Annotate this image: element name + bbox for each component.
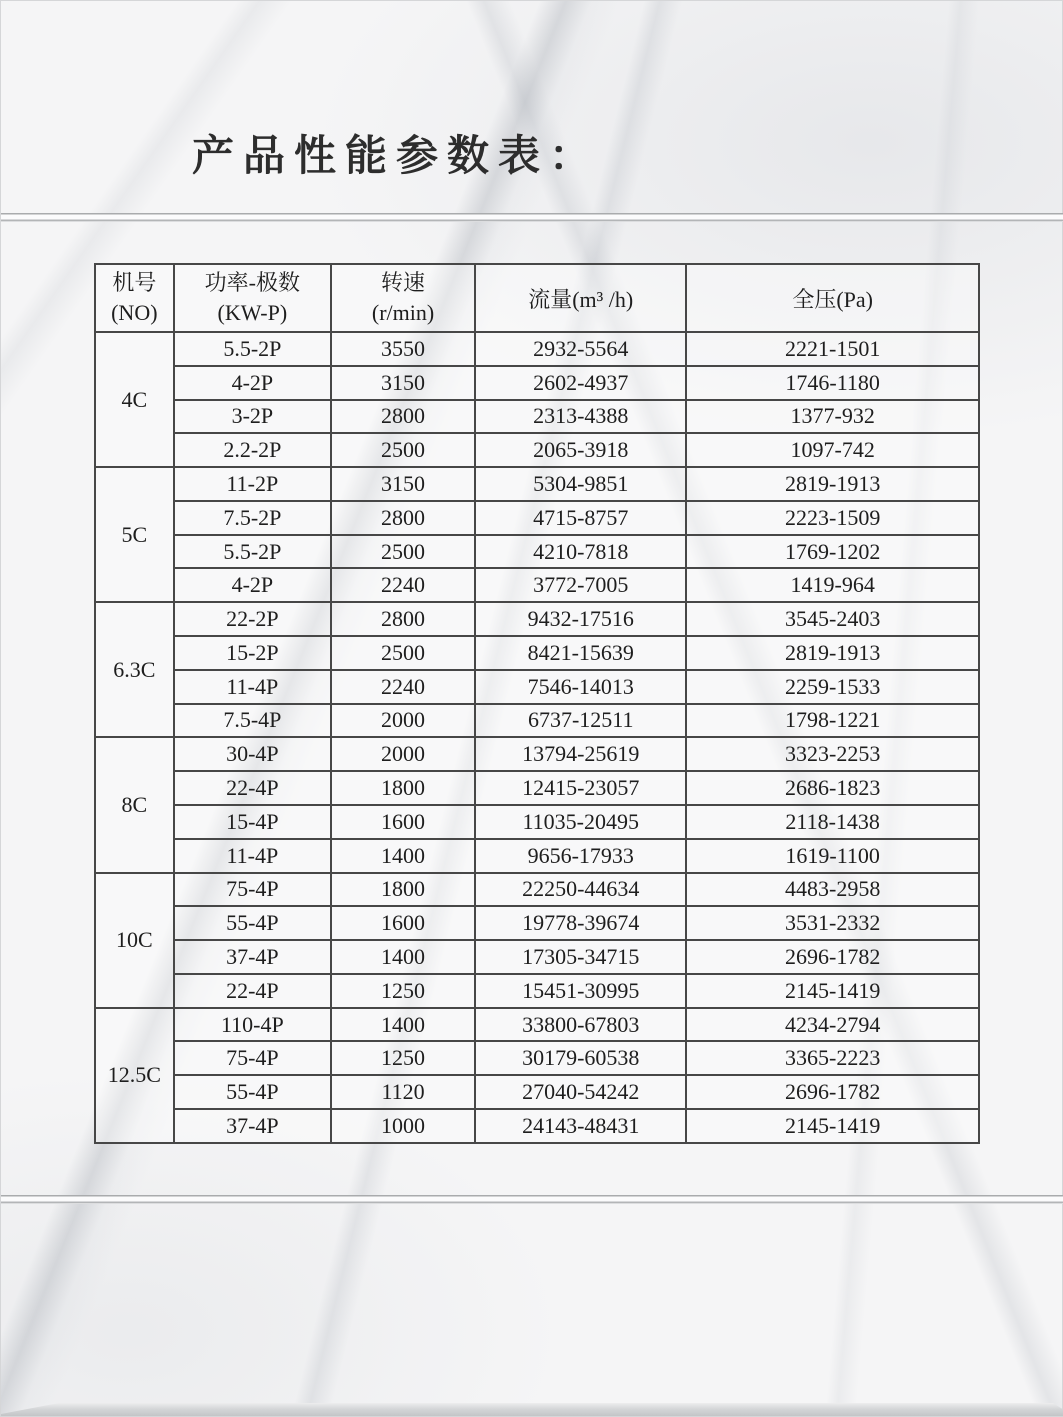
flow-cell: 9432-17516 (475, 602, 686, 636)
pressure-cell: 2259-1533 (686, 670, 979, 704)
table-row (95, 771, 979, 805)
table-row (95, 366, 979, 400)
model-cell: 4C (95, 332, 174, 467)
model-cell: 8C (95, 737, 174, 872)
speed-cell: 1800 (331, 873, 475, 907)
spec-table-container (94, 263, 980, 1144)
pressure-cell: 1377-932 (686, 400, 979, 434)
power-poles-cell: 7.5-4P (174, 704, 331, 738)
speed-cell: 2500 (331, 433, 475, 467)
pressure-cell: 1746-1180 (686, 366, 979, 400)
flow-cell: 2065-3918 (475, 433, 686, 467)
power-poles-cell: 11-4P (174, 839, 331, 873)
table-row (95, 602, 979, 636)
pressure-cell: 2145-1419 (686, 974, 979, 1008)
flow-cell: 3772-7005 (475, 568, 686, 602)
flow-cell: 2313-4388 (475, 400, 686, 434)
flow-cell: 24143-48431 (475, 1109, 686, 1143)
flow-cell: 11035-20495 (475, 805, 686, 839)
speed-cell: 1800 (331, 771, 475, 805)
table-row (95, 535, 979, 569)
speed-cell: 1250 (331, 1041, 475, 1075)
pressure-cell: 3531-2332 (686, 906, 979, 940)
table-row (95, 433, 979, 467)
table-body (95, 332, 979, 1143)
flow-cell: 22250-44634 (475, 873, 686, 907)
power-poles-cell: 37-4P (174, 1109, 331, 1143)
table-row (95, 839, 979, 873)
speed-cell: 3150 (331, 467, 475, 501)
header-power-name: 功率-极数 (204, 270, 300, 295)
power-poles-cell: 11-4P (174, 670, 331, 704)
flow-cell: 17305-34715 (475, 940, 686, 974)
speed-cell: 2800 (331, 501, 475, 535)
flow-cell: 6737-12511 (475, 704, 686, 738)
pressure-cell: 2223-1509 (686, 501, 979, 535)
pressure-cell: 2145-1419 (686, 1109, 979, 1143)
header-speed (331, 264, 475, 332)
header-power-unit: (KW-P) (217, 300, 288, 325)
flow-cell: 15451-30995 (475, 974, 686, 1008)
table-row (95, 1075, 979, 1109)
flow-cell: 12415-23057 (475, 771, 686, 805)
header-speed-unit: (r/min) (371, 300, 435, 325)
model-cell: 5C (95, 467, 174, 602)
header-row (95, 264, 979, 332)
table-row (95, 568, 979, 602)
power-poles-cell: 4-2P (174, 568, 331, 602)
model-cell: 6.3C (95, 602, 174, 737)
divider-groove-top (1, 213, 1063, 222)
flow-cell: 2932-5564 (475, 332, 686, 366)
header-flow: 流量(m³ /h) (475, 264, 686, 332)
power-poles-cell: 22-4P (174, 974, 331, 1008)
pressure-cell: 1769-1202 (686, 535, 979, 569)
power-poles-cell: 15-2P (174, 636, 331, 670)
header-model (95, 264, 174, 332)
flow-cell: 33800-67803 (475, 1008, 686, 1042)
header-model-unit: (NO) (111, 300, 158, 325)
speed-cell: 1400 (331, 839, 475, 873)
flow-cell: 19778-39674 (475, 906, 686, 940)
speed-cell: 1400 (331, 1008, 475, 1042)
speed-cell: 2500 (331, 535, 475, 569)
table-row (95, 873, 979, 907)
header-pressure: 全压(Pa) (686, 264, 979, 332)
speed-cell: 3550 (331, 332, 475, 366)
table-row (95, 501, 979, 535)
spec-table (94, 263, 980, 1144)
power-poles-cell: 55-4P (174, 906, 331, 940)
power-poles-cell: 7.5-2P (174, 501, 331, 535)
table-row (95, 1109, 979, 1143)
speed-cell: 2500 (331, 636, 475, 670)
table-row (95, 400, 979, 434)
pressure-cell: 2686-1823 (686, 771, 979, 805)
power-poles-cell: 15-4P (174, 805, 331, 839)
power-poles-cell: 11-2P (174, 467, 331, 501)
power-poles-cell: 3-2P (174, 400, 331, 434)
speed-cell: 2800 (331, 400, 475, 434)
table-row (95, 704, 979, 738)
pressure-cell: 2118-1438 (686, 805, 979, 839)
table-row (95, 940, 979, 974)
pressure-cell: 1419-964 (686, 568, 979, 602)
flow-cell: 5304-9851 (475, 467, 686, 501)
speed-cell: 2800 (331, 602, 475, 636)
pressure-cell: 2696-1782 (686, 940, 979, 974)
power-poles-cell: 22-2P (174, 602, 331, 636)
pressure-cell: 2221-1501 (686, 332, 979, 366)
pressure-cell: 2819-1913 (686, 636, 979, 670)
pressure-cell: 3323-2253 (686, 737, 979, 771)
table-row (95, 332, 979, 366)
header-speed-name: 转速 (381, 270, 426, 295)
pressure-cell: 2696-1782 (686, 1075, 979, 1109)
pressure-cell: 1097-742 (686, 433, 979, 467)
speed-cell: 1120 (331, 1075, 475, 1109)
pressure-cell: 3365-2223 (686, 1041, 979, 1075)
table-row (95, 974, 979, 1008)
power-poles-cell: 22-4P (174, 771, 331, 805)
pressure-cell: 3545-2403 (686, 602, 979, 636)
flow-cell: 7546-14013 (475, 670, 686, 704)
power-poles-cell: 2.2-2P (174, 433, 331, 467)
pressure-cell: 1798-1221 (686, 704, 979, 738)
power-poles-cell: 110-4P (174, 1008, 331, 1042)
table-row (95, 636, 979, 670)
table-row (95, 467, 979, 501)
table-row (95, 737, 979, 771)
model-cell: 10C (95, 873, 174, 1008)
flow-cell: 4715-8757 (475, 501, 686, 535)
table-row (95, 1008, 979, 1042)
flow-cell: 4210-7818 (475, 535, 686, 569)
pressure-cell: 4234-2794 (686, 1008, 979, 1042)
table-row (95, 906, 979, 940)
divider-groove-bottom (1, 1195, 1063, 1204)
panel-base-strip (1, 1403, 1063, 1416)
flow-cell: 30179-60538 (475, 1041, 686, 1075)
speed-cell: 2000 (331, 737, 475, 771)
table-row (95, 1041, 979, 1075)
speed-cell: 1600 (331, 805, 475, 839)
power-poles-cell: 75-4P (174, 873, 331, 907)
page-title: 产品性能参数表： (192, 134, 601, 180)
power-poles-cell: 5.5-2P (174, 332, 331, 366)
power-poles-cell: 75-4P (174, 1041, 331, 1075)
header-model-name: 机号 (112, 270, 157, 295)
flow-cell: 13794-25619 (475, 737, 686, 771)
table-row (95, 670, 979, 704)
speed-cell: 1600 (331, 906, 475, 940)
speed-cell: 2240 (331, 568, 475, 602)
flow-cell: 8421-15639 (475, 636, 686, 670)
power-poles-cell: 55-4P (174, 1075, 331, 1109)
power-poles-cell: 5.5-2P (174, 535, 331, 569)
pressure-cell: 1619-1100 (686, 839, 979, 873)
speed-cell: 3150 (331, 366, 475, 400)
speed-cell: 2000 (331, 704, 475, 738)
power-poles-cell: 4-2P (174, 366, 331, 400)
flow-cell: 2602-4937 (475, 366, 686, 400)
speed-cell: 2240 (331, 670, 475, 704)
pressure-cell: 4483-2958 (686, 873, 979, 907)
table-row (95, 805, 979, 839)
power-poles-cell: 37-4P (174, 940, 331, 974)
model-cell: 12.5C (95, 1008, 174, 1143)
header-power (174, 264, 331, 332)
speed-cell: 1400 (331, 940, 475, 974)
pressure-cell: 2819-1913 (686, 467, 979, 501)
flow-cell: 9656-17933 (475, 839, 686, 873)
flow-cell: 27040-54242 (475, 1075, 686, 1109)
speed-cell: 1250 (331, 974, 475, 1008)
power-poles-cell: 30-4P (174, 737, 331, 771)
speed-cell: 1000 (331, 1109, 475, 1143)
